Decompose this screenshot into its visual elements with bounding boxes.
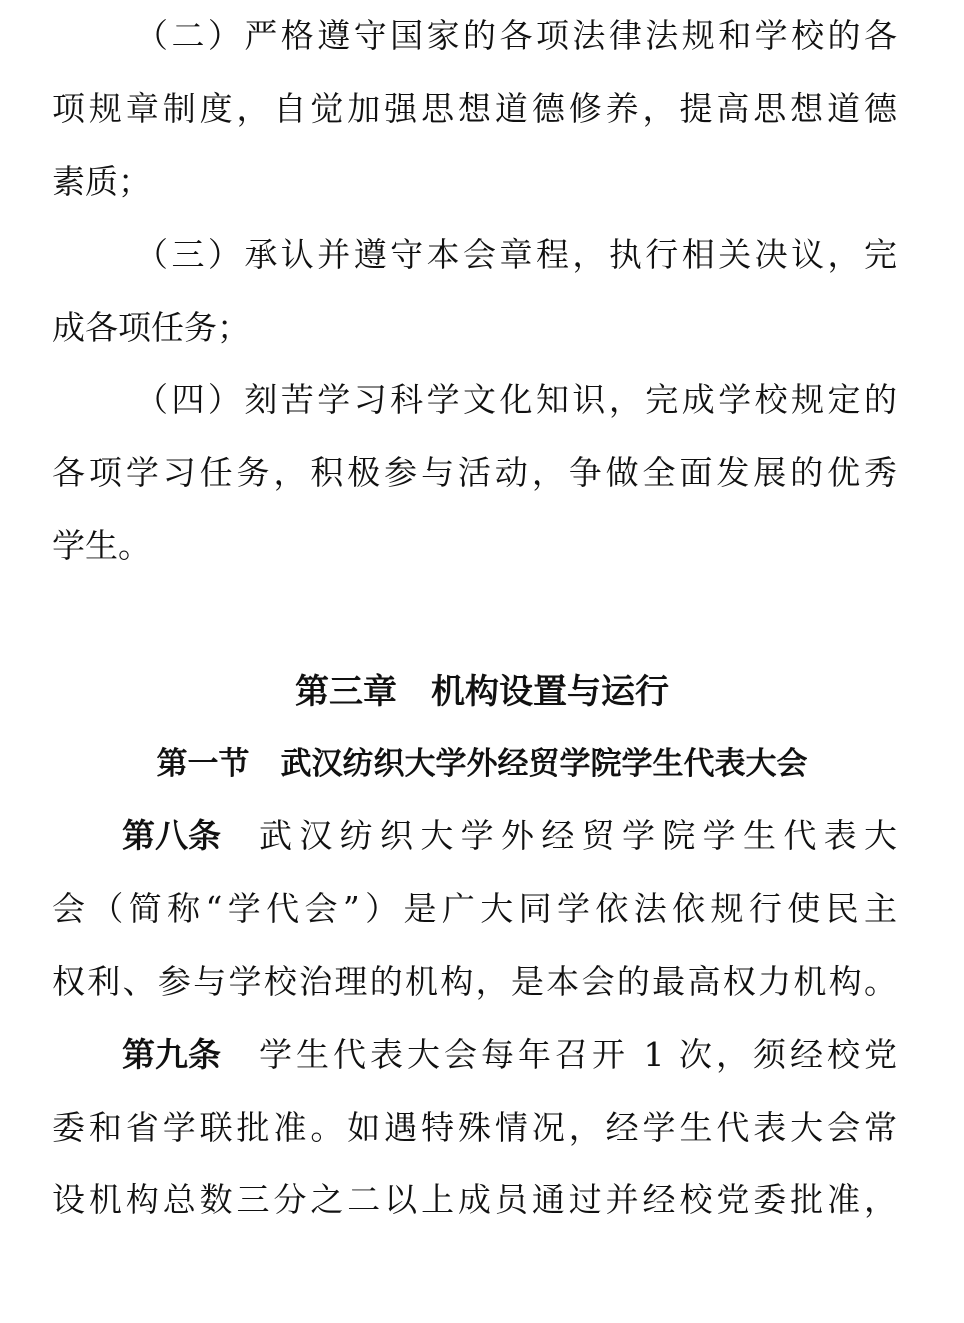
item-4-line-2: 各项学习任务，积极参与活动，争做全面发展的优秀 <box>52 453 897 492</box>
item-4-line-3: 学生。 <box>52 526 151 565</box>
article-8-line-3: 权利、参与学校治理的机构，是本会的最高权力机构。 <box>52 962 897 1001</box>
article-9-line-3: 设机构总数三分之二以上成员通过并经校党委批准， <box>52 1180 897 1219</box>
item-3-line-1: （三）承认并遵守本会章程，执行相关决议，完 <box>135 235 897 274</box>
article-9-text: 学生代表大会每年召开 1 次，须经校党 <box>259 1035 897 1074</box>
article-9-label: 第九条 <box>122 1035 221 1074</box>
article-8-line-2: 会（简称“学代会”）是广大同学依法依规行使民主 <box>52 889 897 928</box>
article-8-first-line <box>122 810 897 862</box>
article-8-label: 第八条 <box>122 816 221 855</box>
item-2-line-1: （二）严格遵守国家的各项法律法规和学校的各 <box>135 16 897 55</box>
article-8-text: 武汉纺织大学外经贸学院学生代表大 <box>259 816 897 855</box>
item-4-line-1: （四）刻苦学习科学文化知识，完成学校规定的 <box>135 380 897 419</box>
article-9-first-line <box>122 1029 897 1081</box>
article-9-line-2: 委和省学联批准。如遇特殊情况，经学生代表大会常 <box>52 1108 897 1147</box>
item-2-line-3: 素质； <box>52 162 151 201</box>
item-3-line-2: 成各项任务； <box>52 308 250 347</box>
item-2-line-2: 项规章制度，自觉加强思想道德修养，提高思想道德 <box>52 89 897 128</box>
chapter-title: 第三章 机构设置与运行 <box>295 672 669 712</box>
section-title: 第一节 武汉纺织大学外经贸学院学生代表大会 <box>156 746 808 782</box>
